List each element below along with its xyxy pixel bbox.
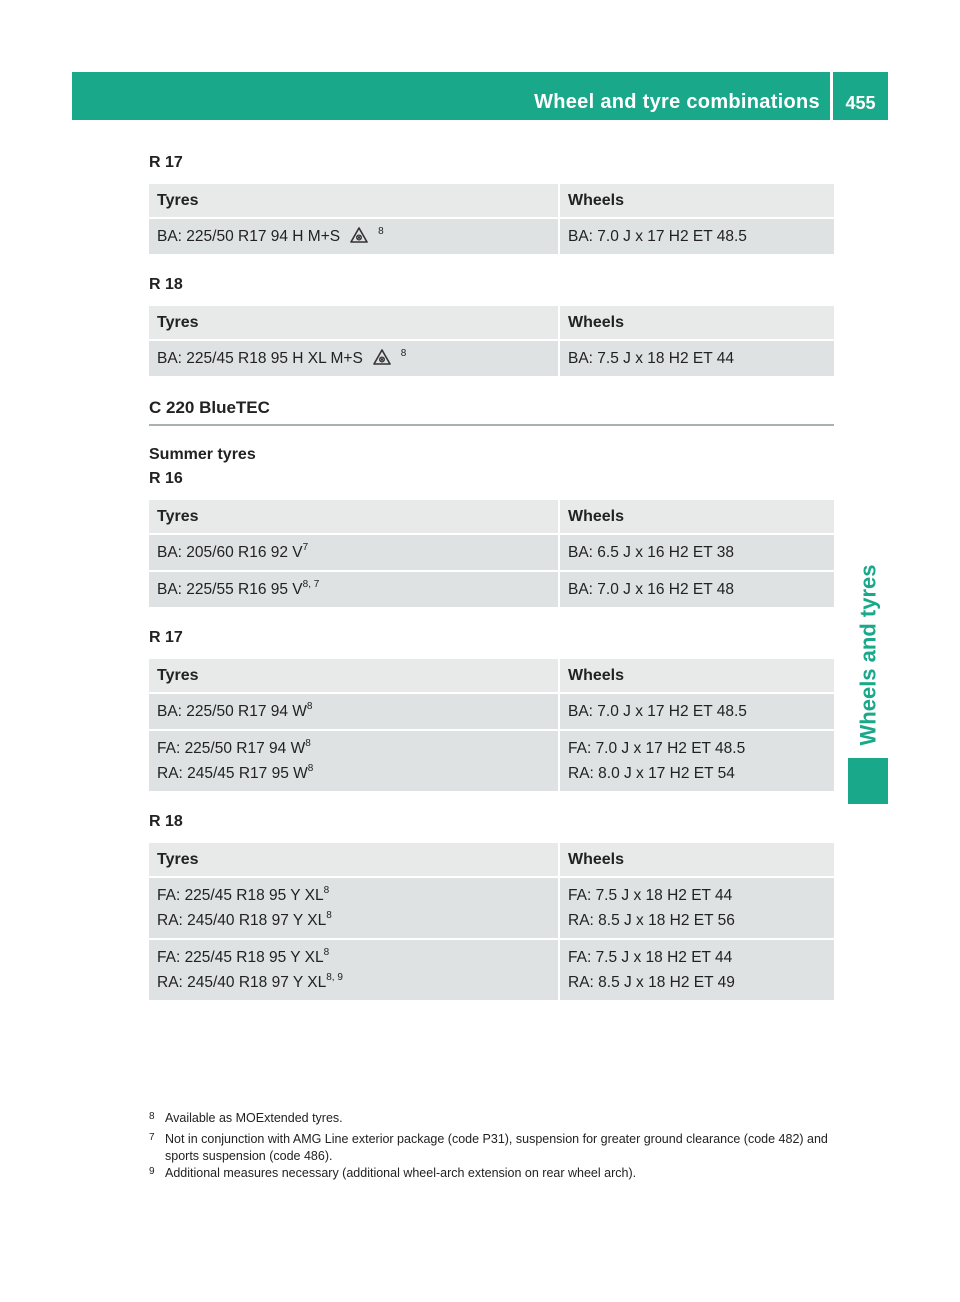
wheel-cell — [559, 939, 834, 1000]
table-row — [149, 534, 834, 571]
tyre-table-r16 — [149, 500, 834, 607]
footnote-ref: 7 — [302, 542, 309, 553]
wheel-cell: BA: 7.0 J x 16 H2 ET 48 — [559, 571, 834, 607]
tyre-spec: BA: 225/50 R17 94 W — [157, 703, 307, 720]
tyre-spec: RA: 245/40 R18 97 Y XL — [157, 974, 327, 991]
wheel-cell: BA: 7.0 J x 17 H2 ET 48.5 — [559, 218, 834, 254]
tyre-spec: BA: 225/50 R17 94 H M+S — [157, 228, 341, 245]
table-row — [149, 939, 834, 1000]
footnote-number: 7 — [149, 1132, 155, 1143]
column-header-tyres: Tyres — [149, 306, 559, 340]
tyre-line-rear — [157, 908, 550, 933]
table-header-row — [149, 306, 834, 340]
page-title: Wheel and tyre combinations — [534, 91, 820, 113]
table-row — [149, 571, 834, 607]
footnote-ref: 8 — [400, 348, 407, 359]
side-tab — [848, 560, 888, 750]
footnote — [149, 1165, 834, 1182]
tyre-spec: FA: 225/45 R18 95 Y XL — [157, 949, 324, 966]
tyre-spec: RA: 245/45 R17 95 W — [157, 765, 308, 782]
mountain-snowflake-icon — [373, 348, 391, 366]
section-label-r16: R 16 — [149, 470, 183, 487]
wheel-cell: BA: 6.5 J x 16 H2 ET 38 — [559, 534, 834, 571]
table-header-row — [149, 843, 834, 877]
wheel-line-rear: RA: 8.5 J x 18 H2 ET 49 — [568, 974, 735, 991]
tyre-cell — [149, 693, 559, 730]
column-header-wheels: Wheels — [559, 500, 834, 534]
tyre-spec: FA: 225/50 R17 94 W — [157, 740, 306, 757]
tyre-cell — [149, 340, 559, 376]
footnote-ref: 8 — [307, 763, 314, 774]
footnote-ref: 8 — [326, 910, 332, 921]
wheel-cell — [559, 730, 834, 791]
footnote-number: 8 — [149, 1111, 155, 1122]
footnote-ref: 8 — [378, 226, 384, 237]
mountain-snowflake-icon — [350, 226, 368, 244]
summer-tyres-heading: Summer tyres — [149, 446, 256, 463]
footnote-text: Additional measures necessary (additional wheel-arch extension on rear wheel arch). — [165, 1166, 637, 1180]
footnote-ref: 8 — [306, 701, 313, 712]
table-row — [149, 218, 834, 254]
tyre-spec: BA: 225/55 R16 95 V — [157, 581, 303, 598]
footnote — [149, 1131, 834, 1165]
wheel-line-rear: RA: 8.5 J x 18 H2 ET 56 — [568, 912, 735, 929]
footnote-ref: 8, 9 — [326, 972, 343, 983]
footnotes — [149, 1110, 834, 1182]
footnote-ref: 8 — [323, 885, 330, 896]
tyre-cell — [149, 939, 559, 1000]
tyre-line-rear — [157, 761, 550, 786]
tyre-spec: BA: 205/60 R16 92 V — [157, 544, 303, 561]
tyre-line-front — [157, 736, 550, 761]
tyre-table-r18-bluetec — [149, 843, 834, 1000]
side-tab-marker — [848, 758, 888, 804]
tyre-cell — [149, 534, 559, 571]
tyre-cell — [149, 877, 559, 939]
table-header-row — [149, 184, 834, 218]
footnote-ref: 8, 7 — [302, 579, 320, 590]
tyre-line-rear — [157, 970, 550, 995]
tyre-table-r18 — [149, 306, 834, 376]
column-header-wheels: Wheels — [559, 659, 834, 693]
table-row — [149, 730, 834, 791]
footnote-text: Available as MOExtended tyres. — [165, 1111, 343, 1125]
tyre-table-r17-bluetec — [149, 659, 834, 791]
column-header-tyres: Tyres — [149, 659, 559, 693]
footnote-text: Not in conjunction with AMG Line exterior package (code P31), suspension for greater ground clearance (code 482) and sports suspension (code 486). — [165, 1132, 828, 1163]
table-row — [149, 693, 834, 730]
table-header-row — [149, 500, 834, 534]
table-header-row — [149, 659, 834, 693]
tyre-spec: RA: 245/40 R18 97 Y XL — [157, 912, 327, 929]
wheel-line-rear: RA: 8.0 J x 17 H2 ET 54 — [568, 765, 735, 782]
tyre-cell — [149, 571, 559, 607]
column-header-wheels: Wheels — [559, 843, 834, 877]
tyre-line-front — [157, 945, 550, 970]
footnote-ref: 8 — [323, 947, 330, 958]
tyre-cell — [149, 218, 559, 254]
column-header-tyres: Tyres — [149, 500, 559, 534]
table-row — [149, 340, 834, 376]
wheel-line-front: FA: 7.0 J x 17 H2 ET 48.5 — [568, 740, 746, 757]
footnote-number: 9 — [149, 1166, 155, 1177]
wheel-cell: BA: 7.0 J x 17 H2 ET 48.5 — [559, 693, 834, 730]
wheel-line-front: FA: 7.5 J x 18 H2 ET 44 — [568, 949, 733, 966]
tyre-spec: BA: 225/45 R18 95 H XL M+S — [157, 350, 363, 367]
section-label-r18: R 18 — [149, 813, 183, 830]
column-header-tyres: Tyres — [149, 843, 559, 877]
footnote — [149, 1110, 834, 1127]
model-heading: C 220 BlueTEC — [149, 398, 834, 426]
tyre-table-r17 — [149, 184, 834, 254]
content — [149, 150, 834, 1000]
footnote-ref: 8 — [305, 738, 311, 749]
page-number: 455 — [845, 93, 876, 113]
section-label-r18: R 18 — [149, 276, 183, 293]
column-header-wheels: Wheels — [559, 184, 834, 218]
wheel-cell — [559, 877, 834, 939]
tyre-cell — [149, 730, 559, 791]
column-header-wheels: Wheels — [559, 306, 834, 340]
tyre-spec: FA: 225/45 R18 95 Y XL — [157, 887, 324, 904]
table-row — [149, 877, 834, 939]
wheel-cell: BA: 7.5 J x 18 H2 ET 44 — [559, 340, 834, 376]
section-label-r17: R 17 — [149, 629, 183, 646]
column-header-tyres: Tyres — [149, 184, 559, 218]
section-label-r17: R 17 — [149, 154, 183, 171]
wheel-line-front: FA: 7.5 J x 18 H2 ET 44 — [568, 887, 733, 904]
tyre-line-front — [157, 883, 550, 908]
side-tab-label: Wheels and tyres — [855, 564, 881, 746]
